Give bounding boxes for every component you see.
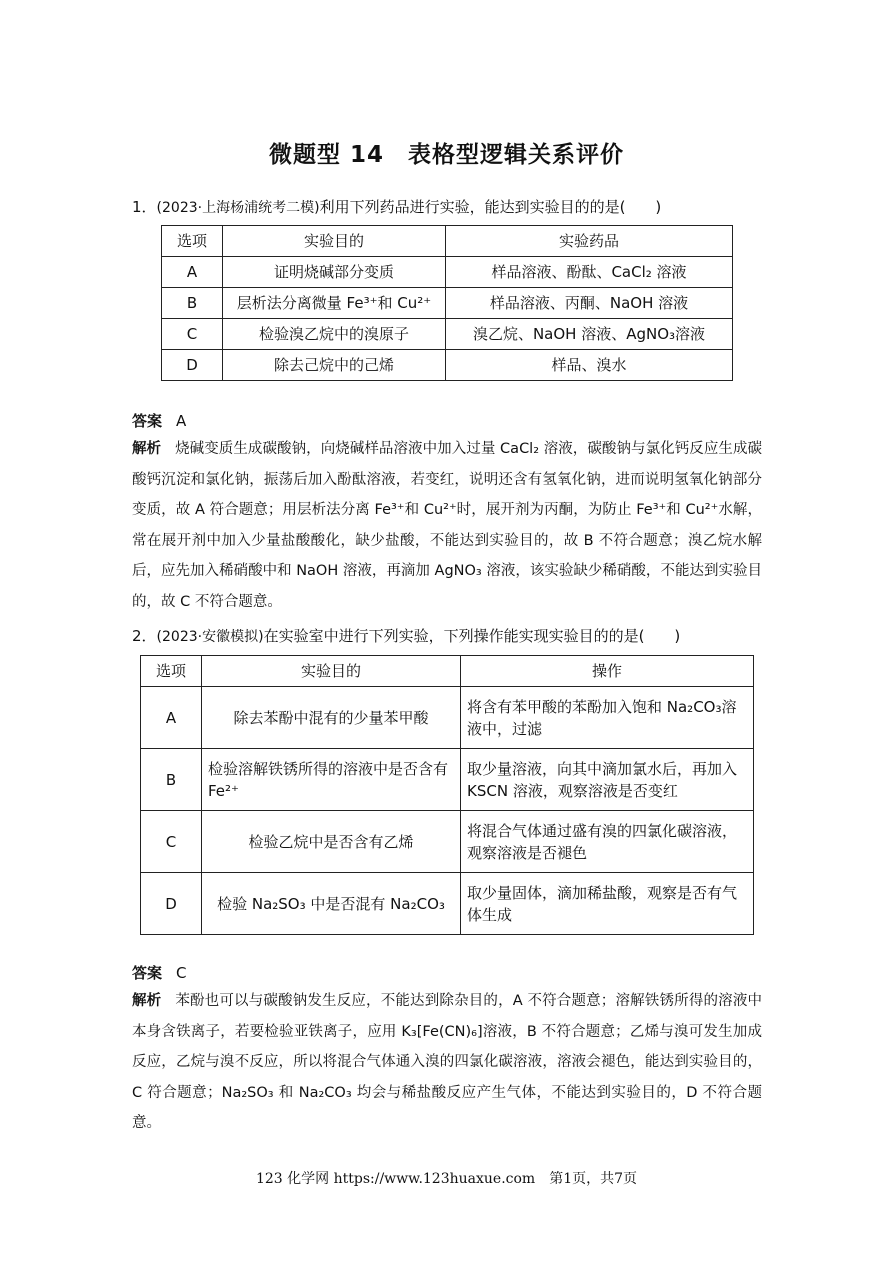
- question-1-number: 1．: [132, 198, 157, 216]
- table-cell: 检验乙烷中是否含有乙烯: [202, 811, 461, 873]
- answer-label: 答案: [132, 964, 163, 982]
- table-cell: 检验溶解铁锈所得的溶液中是否含有 Fe²⁺: [202, 749, 461, 811]
- answer-value: C: [176, 964, 187, 982]
- question-1-analysis: [132, 434, 762, 617]
- table-cell: A: [162, 257, 223, 288]
- table-row: [141, 687, 754, 749]
- analysis-text: 烧碱变质生成碳酸钠，向烧碱样品溶液中加入过量 CaCl₂ 溶液，碳酸钠与氯化钙反应生成碳酸钙沉淀和氯化钠，振荡后加入酚酞溶液，若变红，说明还含有氢氧化钠，进而说明氢氧化钠部分变质，故 A 符合题意；用层析法分离 Fe³⁺和 Cu²⁺时，展开剂为丙酮，为防止 Fe³⁺和 Cu²⁺水解，常在展开剂中加入少量盐酸酸化，缺少盐酸，不能达到实验目的，故 B 不符合题意；溴乙烷水解后，应先加入稀硝酸中和 NaOH 溶液，再滴加 AgNO₃ 溶液，该实验缺少稀硝酸，不能达到实验目的，故 C 不符合题意。: [132, 441, 762, 610]
- table-header: 选项: [141, 656, 202, 687]
- table-cell: B: [141, 749, 202, 811]
- table-header: 选项: [162, 226, 223, 257]
- table-row: [141, 811, 754, 873]
- analysis-text: 苯酚也可以与碳酸钠发生反应，不能达到除杂目的，A 不符合题意；溶解铁锈所得的溶液中本身含铁离子，若要检验亚铁离子，应用 K₃[Fe(CN)₆]溶液，B 不符合题意；乙烯与溴可发生加成反应，乙烷与溴不反应，所以将混合气体通入溴的四氯化碳溶液，溶液会褪色，能达到实验目的，C 符合题意；Na₂SO₃ 和 Na₂CO₃ 均会与稀盐酸反应产生气体，不能达到实验目的，D 不符合题意。: [132, 993, 762, 1131]
- question-2-answer: [132, 962, 187, 983]
- table-row: [162, 350, 733, 381]
- analysis-label: 解析: [132, 993, 162, 1009]
- question-1-text: 利用下列药品进行实验，能达到实验目的的是( ): [319, 198, 662, 216]
- answer-label: 答案: [132, 412, 163, 430]
- table-cell: C: [162, 319, 223, 350]
- table-cell: 取少量溶液，向其中滴加氯水后，再加入 KSCN 溶液，观察溶液是否变红: [461, 749, 754, 811]
- table-cell: 溴乙烷、NaOH 溶液、AgNO₃溶液: [446, 319, 733, 350]
- table-row: [162, 257, 733, 288]
- table-cell: 将含有苯甲酸的苯酚加入饱和 Na₂CO₃溶液中，过滤: [461, 687, 754, 749]
- table-cell: 将混合气体通过盛有溴的四氯化碳溶液，观察溶液是否褪色: [461, 811, 754, 873]
- question-2: [132, 625, 680, 648]
- answer-value: A: [176, 412, 187, 430]
- question-2-source: (2023·安徽模拟): [156, 629, 264, 645]
- table-header: 实验目的: [223, 226, 446, 257]
- table-header: 操作: [461, 656, 754, 687]
- table-header: 实验药品: [446, 226, 733, 257]
- question-2-table: [140, 655, 754, 935]
- table-cell: D: [141, 873, 202, 935]
- table-cell: 样品、溴水: [446, 350, 733, 381]
- table-row: [162, 319, 733, 350]
- page-title: 微题型 14 表格型逻辑关系评价: [268, 142, 624, 168]
- question-2-number: 2．: [132, 627, 157, 645]
- table-header: 实验目的: [202, 656, 461, 687]
- page-footer: 123 化学网 https://www.123huaxue.com 第1页，共7页: [255, 1171, 638, 1187]
- table-cell: 证明烧碱部分变质: [223, 257, 446, 288]
- table-cell: 层析法分离微量 Fe³⁺和 Cu²⁺: [223, 288, 446, 319]
- question-1-answer: [132, 410, 186, 431]
- table-cell: 检验 Na₂SO₃ 中是否混有 Na₂CO₃: [202, 873, 461, 935]
- table-cell: 除去苯酚中混有的少量苯甲酸: [202, 687, 461, 749]
- table-cell: 样品溶液、酚酞、CaCl₂ 溶液: [446, 257, 733, 288]
- question-2-text: 在实验室中进行下列实验，下列操作能实现实验目的的是( ): [263, 627, 681, 645]
- table-cell: 检验溴乙烷中的溴原子: [223, 319, 446, 350]
- question-1: [132, 196, 661, 219]
- question-1-table: [161, 225, 733, 381]
- question-2-analysis: [132, 986, 762, 1139]
- table-cell: B: [162, 288, 223, 319]
- table-cell: 样品溶液、丙酮、NaOH 溶液: [446, 288, 733, 319]
- question-1-source: (2023·上海杨浦统考二模): [156, 200, 320, 216]
- analysis-label: 解析: [132, 441, 162, 457]
- table-cell: 取少量固体，滴加稀盐酸，观察是否有气体生成: [461, 873, 754, 935]
- table-cell: C: [141, 811, 202, 873]
- table-cell: D: [162, 350, 223, 381]
- table-cell: 除去己烷中的己烯: [223, 350, 446, 381]
- table-row: [141, 873, 754, 935]
- table-row: [141, 749, 754, 811]
- table-row: [162, 288, 733, 319]
- table-cell: A: [141, 687, 202, 749]
